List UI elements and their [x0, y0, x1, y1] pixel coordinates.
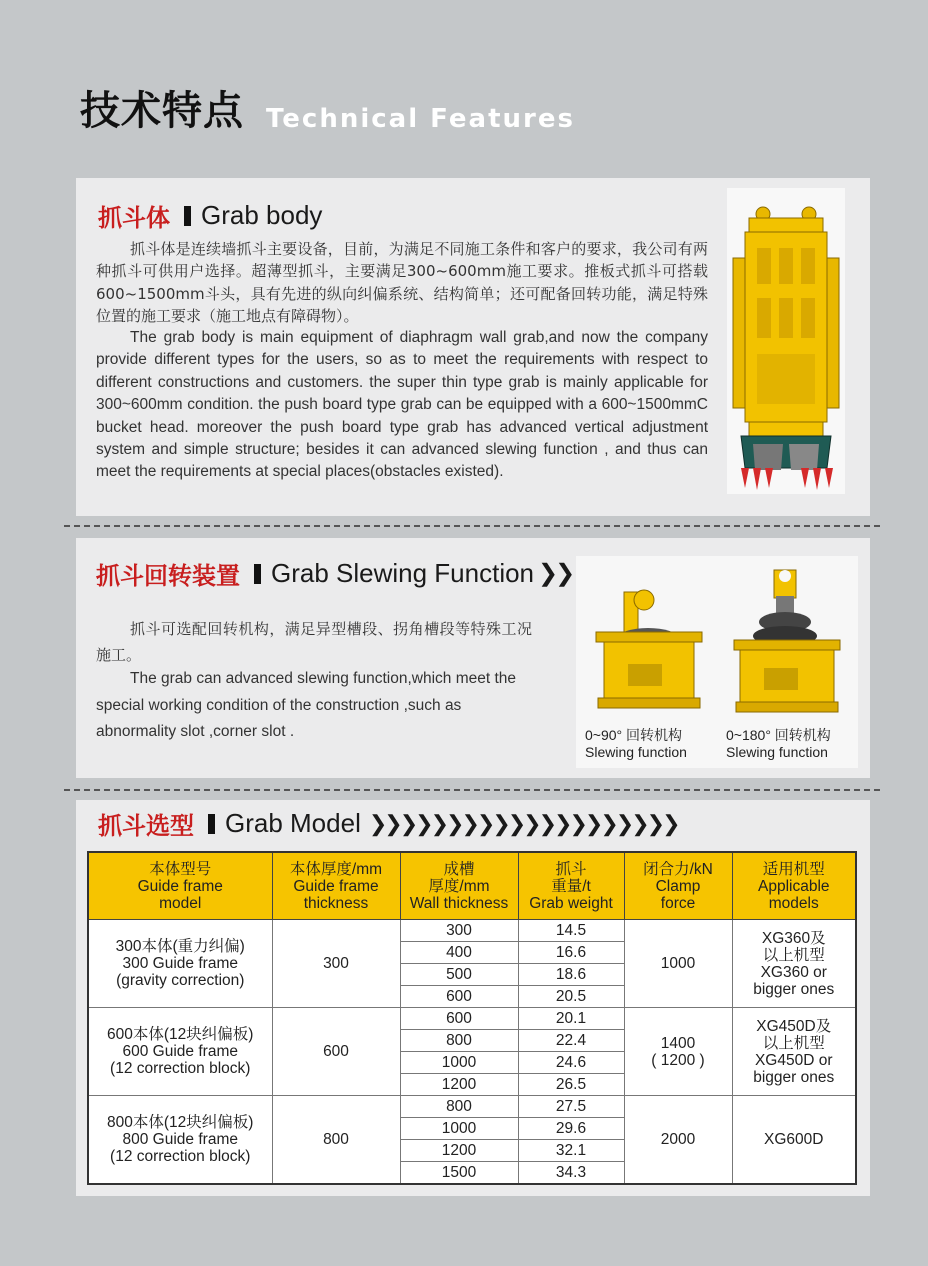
table-row	[88, 920, 856, 942]
model-title-cn: 抓斗选型	[98, 812, 194, 840]
applicable-models-cell: XG360及 以上机型 XG360 or bigger ones	[732, 920, 856, 1008]
slewing-180-machine-image	[734, 570, 840, 712]
grab-weight-cell: 18.6	[518, 964, 624, 986]
page-title	[80, 86, 575, 136]
slewing-180-caption: 0~180° 回转机构 Slewing function	[726, 727, 831, 760]
header-applicable-models: 适用机型 Applicable models	[732, 852, 856, 920]
grab-body-text-cn: 抓斗体是连续墙抓斗主要设备，目前，为满足不同施工条件和客户的要求，我公司有两种抓斗可供用户选择。超薄型抓斗，主要满足300~600mm施工要求。推板式抓斗可搭载600~1500mm斗头，具有先进的纵向纠偏系统、结构简单；还可配备回转功能，满足特殊位置的施工要求（施工地点有障碍物）。	[96, 240, 708, 326]
grab-weight-cell: 20.1	[518, 1008, 624, 1030]
slewing-90-caption: 0~90° 回转机构 Slewing function	[585, 727, 687, 760]
chevron-icon: ❯❯❯❯❯❯❯❯❯❯❯❯❯❯❯❯❯❯❯❯	[368, 810, 678, 836]
wall-thickness-cell: 300	[400, 920, 518, 942]
slewing-title-en: Grab Slewing Function	[271, 558, 535, 588]
frame-thickness-cell: 800	[272, 1096, 400, 1185]
guide-frame-cell: 600本体(12块纠偏板) 600 Guide frame (12 correction block)	[88, 1008, 272, 1096]
guide-frame-cell: 300本体(重力纠偏) 300 Guide frame (gravity correction)	[88, 920, 272, 1008]
grab-body-machine-icon	[727, 188, 845, 494]
grab-weight-cell: 32.1	[518, 1140, 624, 1162]
heading-bar-icon	[254, 564, 261, 584]
slewing-text-en: The grab can advanced slewing function,which meet the special working condition of the construction ,such as abnormality slot ,corner slot .	[96, 670, 517, 740]
page-title-en: Technical Features	[266, 104, 575, 134]
wall-thickness-cell: 500	[400, 964, 518, 986]
slewing-text-cn: 抓斗可选配回转机构，满足异型槽段、拐角槽段等特殊工况施工。	[96, 620, 532, 664]
wall-thickness-cell: 1000	[400, 1118, 518, 1140]
grab-weight-cell: 22.4	[518, 1030, 624, 1052]
wall-thickness-cell: 800	[400, 1096, 518, 1118]
table-header-row	[88, 852, 856, 920]
chevron-icon: ❯❯	[538, 560, 573, 587]
slewing-heading	[96, 556, 572, 591]
grab-body-heading	[98, 198, 322, 233]
wall-thickness-cell: 600	[400, 986, 518, 1008]
slewing-machine-icons	[576, 556, 858, 726]
heading-bar-icon	[208, 814, 215, 834]
applicable-models-cell: XG450D及 以上机型 XG450D or bigger ones	[732, 1008, 856, 1096]
table-row	[88, 1096, 856, 1118]
table-row	[88, 1008, 856, 1030]
grab-weight-cell: 16.6	[518, 942, 624, 964]
grab-body-machine-image	[727, 188, 845, 494]
section-divider	[64, 789, 880, 791]
grab-model-table	[87, 851, 857, 1185]
frame-thickness-cell: 600	[272, 1008, 400, 1096]
model-title-en: Grab Model	[225, 808, 361, 838]
model-heading	[98, 806, 678, 841]
clamp-force-cell: 1000	[624, 920, 732, 1008]
grab-weight-cell: 14.5	[518, 920, 624, 942]
grab-weight-cell: 26.5	[518, 1074, 624, 1096]
header-grab-weight: 抓斗 重量/t Grab weight	[518, 852, 624, 920]
wall-thickness-cell: 600	[400, 1008, 518, 1030]
header-clamp-force: 闭合力/kN Clamp force	[624, 852, 732, 920]
clamp-force-cell: 1400 ( 1200 )	[624, 1008, 732, 1096]
wall-thickness-cell: 400	[400, 942, 518, 964]
grab-weight-cell: 24.6	[518, 1052, 624, 1074]
applicable-models-cell: XG600D	[732, 1096, 856, 1185]
slewing-title-cn: 抓斗回转装置	[96, 562, 240, 590]
wall-thickness-cell: 800	[400, 1030, 518, 1052]
clamp-force-cell: 2000	[624, 1096, 732, 1185]
guide-frame-cell: 800本体(12块纠偏板) 800 Guide frame (12 correction block)	[88, 1096, 272, 1185]
wall-thickness-cell: 1000	[400, 1052, 518, 1074]
header-wall-thickness: 成槽 厚度/mm Wall thickness	[400, 852, 518, 920]
header-guide-frame-model: 本体型号 Guide frame model	[88, 852, 272, 920]
frame-thickness-cell: 300	[272, 920, 400, 1008]
header-guide-frame-thickness: 本体厚度/mm Guide frame thickness	[272, 852, 400, 920]
grab-weight-cell: 27.5	[518, 1096, 624, 1118]
grab-body-title-cn: 抓斗体	[98, 204, 170, 232]
heading-bar-icon	[184, 206, 191, 226]
wall-thickness-cell: 1200	[400, 1140, 518, 1162]
wall-thickness-cell: 1500	[400, 1162, 518, 1185]
grab-body-title-en: Grab body	[201, 200, 323, 230]
grab-body-text-en: The grab body is main equipment of diaphragm wall grab,and now the company provide different types for the users, so as to meet the requirements with respect to different constructions and customers. the super thin type grab is mainly applicable for 300~600mm condition. the push board type grab can be equipped with a 600~1500mmC bucket head. moreover the push board type grab has advanced vertical adjustment system and simple structure; besides it can advanced slewing function , and thus can meet the requirements at special places(obstacles existed).	[96, 329, 708, 481]
grab-weight-cell: 20.5	[518, 986, 624, 1008]
section-divider	[64, 525, 880, 527]
grab-weight-cell: 34.3	[518, 1162, 624, 1185]
wall-thickness-cell: 1200	[400, 1074, 518, 1096]
grab-weight-cell: 29.6	[518, 1118, 624, 1140]
slewing-90-machine-image	[596, 590, 702, 708]
page-title-cn: 技术特点	[80, 88, 244, 134]
